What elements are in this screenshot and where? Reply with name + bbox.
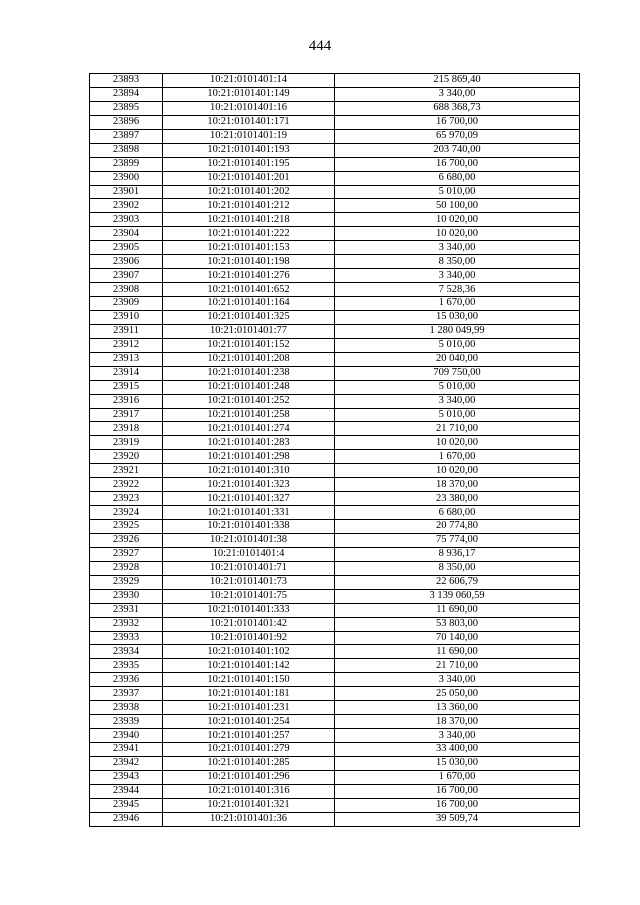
value-cell: 13 360,00 <box>335 701 580 715</box>
value-cell: 10 020,00 <box>335 213 580 227</box>
row-number-cell: 23942 <box>90 756 163 770</box>
row-number-cell: 23927 <box>90 547 163 561</box>
table-row <box>90 561 580 575</box>
table-row <box>90 241 580 255</box>
value-cell: 3 139 060,59 <box>335 589 580 603</box>
value-cell: 25 050,00 <box>335 687 580 701</box>
cadastral-number-cell: 10:21:0101401:252 <box>163 394 335 408</box>
table-row <box>90 533 580 547</box>
row-number-cell: 23911 <box>90 324 163 338</box>
row-number-cell: 23915 <box>90 380 163 394</box>
cadastral-number-cell: 10:21:0101401:198 <box>163 255 335 269</box>
table-row <box>90 422 580 436</box>
value-cell: 50 100,00 <box>335 199 580 213</box>
value-cell: 3 340,00 <box>335 241 580 255</box>
table-row <box>90 394 580 408</box>
value-cell: 1 670,00 <box>335 770 580 784</box>
table-row <box>90 380 580 394</box>
cadastral-number-cell: 10:21:0101401:652 <box>163 283 335 297</box>
cadastral-number-cell: 10:21:0101401:77 <box>163 324 335 338</box>
row-number-cell: 23916 <box>90 394 163 408</box>
table-row <box>90 366 580 380</box>
value-cell: 203 740,00 <box>335 143 580 157</box>
cadastral-table <box>89 73 580 827</box>
table-row <box>90 715 580 729</box>
value-cell: 215 869,40 <box>335 74 580 88</box>
row-number-cell: 23933 <box>90 631 163 645</box>
cadastral-number-cell: 10:21:0101401:222 <box>163 227 335 241</box>
cadastral-number-cell: 10:21:0101401:248 <box>163 380 335 394</box>
value-cell: 21 710,00 <box>335 422 580 436</box>
table-row <box>90 520 580 534</box>
row-number-cell: 23901 <box>90 185 163 199</box>
value-cell: 3 340,00 <box>335 673 580 687</box>
cadastral-number-cell: 10:21:0101401:274 <box>163 422 335 436</box>
row-number-cell: 23894 <box>90 87 163 101</box>
cadastral-number-cell: 10:21:0101401:164 <box>163 297 335 311</box>
cadastral-number-cell: 10:21:0101401:142 <box>163 659 335 673</box>
table-row <box>90 478 580 492</box>
row-number-cell: 23919 <box>90 436 163 450</box>
table-row <box>90 101 580 115</box>
cadastral-number-cell: 10:21:0101401:195 <box>163 157 335 171</box>
value-cell: 20 774,80 <box>335 520 580 534</box>
row-number-cell: 23908 <box>90 283 163 297</box>
row-number-cell: 23903 <box>90 213 163 227</box>
cadastral-number-cell: 10:21:0101401:152 <box>163 338 335 352</box>
cadastral-number-cell: 10:21:0101401:285 <box>163 756 335 770</box>
row-number-cell: 23893 <box>90 74 163 88</box>
cadastral-number-cell: 10:21:0101401:38 <box>163 533 335 547</box>
table-row <box>90 589 580 603</box>
cadastral-number-cell: 10:21:0101401:193 <box>163 143 335 157</box>
table-row <box>90 283 580 297</box>
value-cell: 16 700,00 <box>335 798 580 812</box>
table-row <box>90 617 580 631</box>
value-cell: 6 680,00 <box>335 506 580 520</box>
cadastral-number-cell: 10:21:0101401:42 <box>163 617 335 631</box>
value-cell: 6 680,00 <box>335 171 580 185</box>
row-number-cell: 23935 <box>90 659 163 673</box>
value-cell: 18 370,00 <box>335 478 580 492</box>
value-cell: 709 750,00 <box>335 366 580 380</box>
row-number-cell: 23937 <box>90 687 163 701</box>
table-row <box>90 729 580 743</box>
table-row <box>90 687 580 701</box>
row-number-cell: 23905 <box>90 241 163 255</box>
row-number-cell: 23913 <box>90 352 163 366</box>
row-number-cell: 23923 <box>90 492 163 506</box>
row-number-cell: 23897 <box>90 129 163 143</box>
cadastral-number-cell: 10:21:0101401:73 <box>163 575 335 589</box>
row-number-cell: 23902 <box>90 199 163 213</box>
table-row <box>90 631 580 645</box>
value-cell: 8 350,00 <box>335 561 580 575</box>
table-row <box>90 506 580 520</box>
table-row <box>90 770 580 784</box>
row-number-cell: 23900 <box>90 171 163 185</box>
row-number-cell: 23914 <box>90 366 163 380</box>
value-cell: 70 140,00 <box>335 631 580 645</box>
row-number-cell: 23920 <box>90 450 163 464</box>
table-row <box>90 185 580 199</box>
cadastral-number-cell: 10:21:0101401:201 <box>163 171 335 185</box>
value-cell: 1 280 049,99 <box>335 324 580 338</box>
value-cell: 39 509,74 <box>335 812 580 826</box>
cadastral-number-cell: 10:21:0101401:218 <box>163 213 335 227</box>
row-number-cell: 23899 <box>90 157 163 171</box>
cadastral-number-cell: 10:21:0101401:71 <box>163 561 335 575</box>
value-cell: 10 020,00 <box>335 464 580 478</box>
row-number-cell: 23909 <box>90 297 163 311</box>
value-cell: 688 368,73 <box>335 101 580 115</box>
value-cell: 18 370,00 <box>335 715 580 729</box>
row-number-cell: 23930 <box>90 589 163 603</box>
row-number-cell: 23917 <box>90 408 163 422</box>
table-row <box>90 115 580 129</box>
table-row <box>90 575 580 589</box>
table-row <box>90 798 580 812</box>
cadastral-number-cell: 10:21:0101401:150 <box>163 673 335 687</box>
value-cell: 16 700,00 <box>335 784 580 798</box>
table-row <box>90 603 580 617</box>
cadastral-number-cell: 10:21:0101401:333 <box>163 603 335 617</box>
row-number-cell: 23931 <box>90 603 163 617</box>
cadastral-number-cell: 10:21:0101401:279 <box>163 743 335 757</box>
value-cell: 8 936,17 <box>335 547 580 561</box>
cadastral-number-cell: 10:21:0101401:181 <box>163 687 335 701</box>
cadastral-number-cell: 10:21:0101401:75 <box>163 589 335 603</box>
value-cell: 21 710,00 <box>335 659 580 673</box>
row-number-cell: 23924 <box>90 506 163 520</box>
value-cell: 10 020,00 <box>335 227 580 241</box>
row-number-cell: 23939 <box>90 715 163 729</box>
table-row <box>90 547 580 561</box>
value-cell: 22 606,79 <box>335 575 580 589</box>
table-row <box>90 338 580 352</box>
table-row <box>90 269 580 283</box>
value-cell: 15 030,00 <box>335 310 580 324</box>
row-number-cell: 23898 <box>90 143 163 157</box>
value-cell: 5 010,00 <box>335 380 580 394</box>
value-cell: 23 380,00 <box>335 492 580 506</box>
table-row <box>90 673 580 687</box>
cadastral-number-cell: 10:21:0101401:283 <box>163 436 335 450</box>
table-row <box>90 701 580 715</box>
table-row <box>90 436 580 450</box>
cadastral-number-cell: 10:21:0101401:257 <box>163 729 335 743</box>
table-row <box>90 645 580 659</box>
row-number-cell: 23946 <box>90 812 163 826</box>
table-row <box>90 324 580 338</box>
table-row <box>90 199 580 213</box>
cadastral-number-cell: 10:21:0101401:16 <box>163 101 335 115</box>
row-number-cell: 23896 <box>90 115 163 129</box>
table-row <box>90 227 580 241</box>
value-cell: 8 350,00 <box>335 255 580 269</box>
table-row <box>90 157 580 171</box>
table-row <box>90 297 580 311</box>
value-cell: 11 690,00 <box>335 645 580 659</box>
cadastral-number-cell: 10:21:0101401:19 <box>163 129 335 143</box>
cadastral-number-cell: 10:21:0101401:102 <box>163 645 335 659</box>
value-cell: 5 010,00 <box>335 185 580 199</box>
value-cell: 5 010,00 <box>335 408 580 422</box>
value-cell: 3 340,00 <box>335 394 580 408</box>
value-cell: 3 340,00 <box>335 87 580 101</box>
value-cell: 7 528,36 <box>335 283 580 297</box>
value-cell: 53 803,00 <box>335 617 580 631</box>
value-cell: 11 690,00 <box>335 603 580 617</box>
table-row <box>90 784 580 798</box>
cadastral-number-cell: 10:21:0101401:325 <box>163 310 335 324</box>
row-number-cell: 23940 <box>90 729 163 743</box>
value-cell: 3 340,00 <box>335 269 580 283</box>
value-cell: 1 670,00 <box>335 450 580 464</box>
cadastral-number-cell: 10:21:0101401:323 <box>163 478 335 492</box>
cadastral-number-cell: 10:21:0101401:258 <box>163 408 335 422</box>
row-number-cell: 23929 <box>90 575 163 589</box>
value-cell: 5 010,00 <box>335 338 580 352</box>
table-row <box>90 213 580 227</box>
row-number-cell: 23918 <box>90 422 163 436</box>
cadastral-number-cell: 10:21:0101401:4 <box>163 547 335 561</box>
row-number-cell: 23906 <box>90 255 163 269</box>
cadastral-number-cell: 10:21:0101401:212 <box>163 199 335 213</box>
table-row <box>90 408 580 422</box>
table-row <box>90 129 580 143</box>
table-row <box>90 450 580 464</box>
value-cell: 20 040,00 <box>335 352 580 366</box>
cadastral-number-cell: 10:21:0101401:327 <box>163 492 335 506</box>
table-row <box>90 310 580 324</box>
cadastral-number-cell: 10:21:0101401:14 <box>163 74 335 88</box>
table-row <box>90 743 580 757</box>
value-cell: 15 030,00 <box>335 756 580 770</box>
row-number-cell: 23938 <box>90 701 163 715</box>
table-body <box>90 74 580 827</box>
cadastral-number-cell: 10:21:0101401:92 <box>163 631 335 645</box>
row-number-cell: 23904 <box>90 227 163 241</box>
table-row <box>90 492 580 506</box>
cadastral-number-cell: 10:21:0101401:208 <box>163 352 335 366</box>
row-number-cell: 23945 <box>90 798 163 812</box>
table-row <box>90 171 580 185</box>
cadastral-number-cell: 10:21:0101401:331 <box>163 506 335 520</box>
cadastral-number-cell: 10:21:0101401:171 <box>163 115 335 129</box>
row-number-cell: 23895 <box>90 101 163 115</box>
value-cell: 65 970,09 <box>335 129 580 143</box>
row-number-cell: 23907 <box>90 269 163 283</box>
cadastral-number-cell: 10:21:0101401:296 <box>163 770 335 784</box>
row-number-cell: 23943 <box>90 770 163 784</box>
cadastral-number-cell: 10:21:0101401:276 <box>163 269 335 283</box>
row-number-cell: 23941 <box>90 743 163 757</box>
row-number-cell: 23944 <box>90 784 163 798</box>
cadastral-number-cell: 10:21:0101401:321 <box>163 798 335 812</box>
table-row <box>90 352 580 366</box>
cadastral-number-cell: 10:21:0101401:36 <box>163 812 335 826</box>
cadastral-number-cell: 10:21:0101401:298 <box>163 450 335 464</box>
table-row <box>90 87 580 101</box>
table-row <box>90 812 580 826</box>
row-number-cell: 23910 <box>90 310 163 324</box>
row-number-cell: 23932 <box>90 617 163 631</box>
row-number-cell: 23934 <box>90 645 163 659</box>
value-cell: 3 340,00 <box>335 729 580 743</box>
table-row <box>90 143 580 157</box>
cadastral-number-cell: 10:21:0101401:316 <box>163 784 335 798</box>
cadastral-number-cell: 10:21:0101401:202 <box>163 185 335 199</box>
cadastral-number-cell: 10:21:0101401:254 <box>163 715 335 729</box>
table-row <box>90 464 580 478</box>
value-cell: 16 700,00 <box>335 157 580 171</box>
value-cell: 16 700,00 <box>335 115 580 129</box>
table-row <box>90 659 580 673</box>
value-cell: 1 670,00 <box>335 297 580 311</box>
value-cell: 75 774,00 <box>335 533 580 547</box>
row-number-cell: 23936 <box>90 673 163 687</box>
cadastral-number-cell: 10:21:0101401:238 <box>163 366 335 380</box>
row-number-cell: 23925 <box>90 520 163 534</box>
page-number: 444 <box>308 38 332 54</box>
value-cell: 33 400,00 <box>335 743 580 757</box>
table-row <box>90 74 580 88</box>
value-cell: 10 020,00 <box>335 436 580 450</box>
table-row <box>90 255 580 269</box>
row-number-cell: 23928 <box>90 561 163 575</box>
row-number-cell: 23921 <box>90 464 163 478</box>
cadastral-number-cell: 10:21:0101401:231 <box>163 701 335 715</box>
cadastral-number-cell: 10:21:0101401:149 <box>163 87 335 101</box>
cadastral-number-cell: 10:21:0101401:153 <box>163 241 335 255</box>
cadastral-number-cell: 10:21:0101401:338 <box>163 520 335 534</box>
row-number-cell: 23912 <box>90 338 163 352</box>
row-number-cell: 23922 <box>90 478 163 492</box>
table-row <box>90 756 580 770</box>
cadastral-number-cell: 10:21:0101401:310 <box>163 464 335 478</box>
row-number-cell: 23926 <box>90 533 163 547</box>
